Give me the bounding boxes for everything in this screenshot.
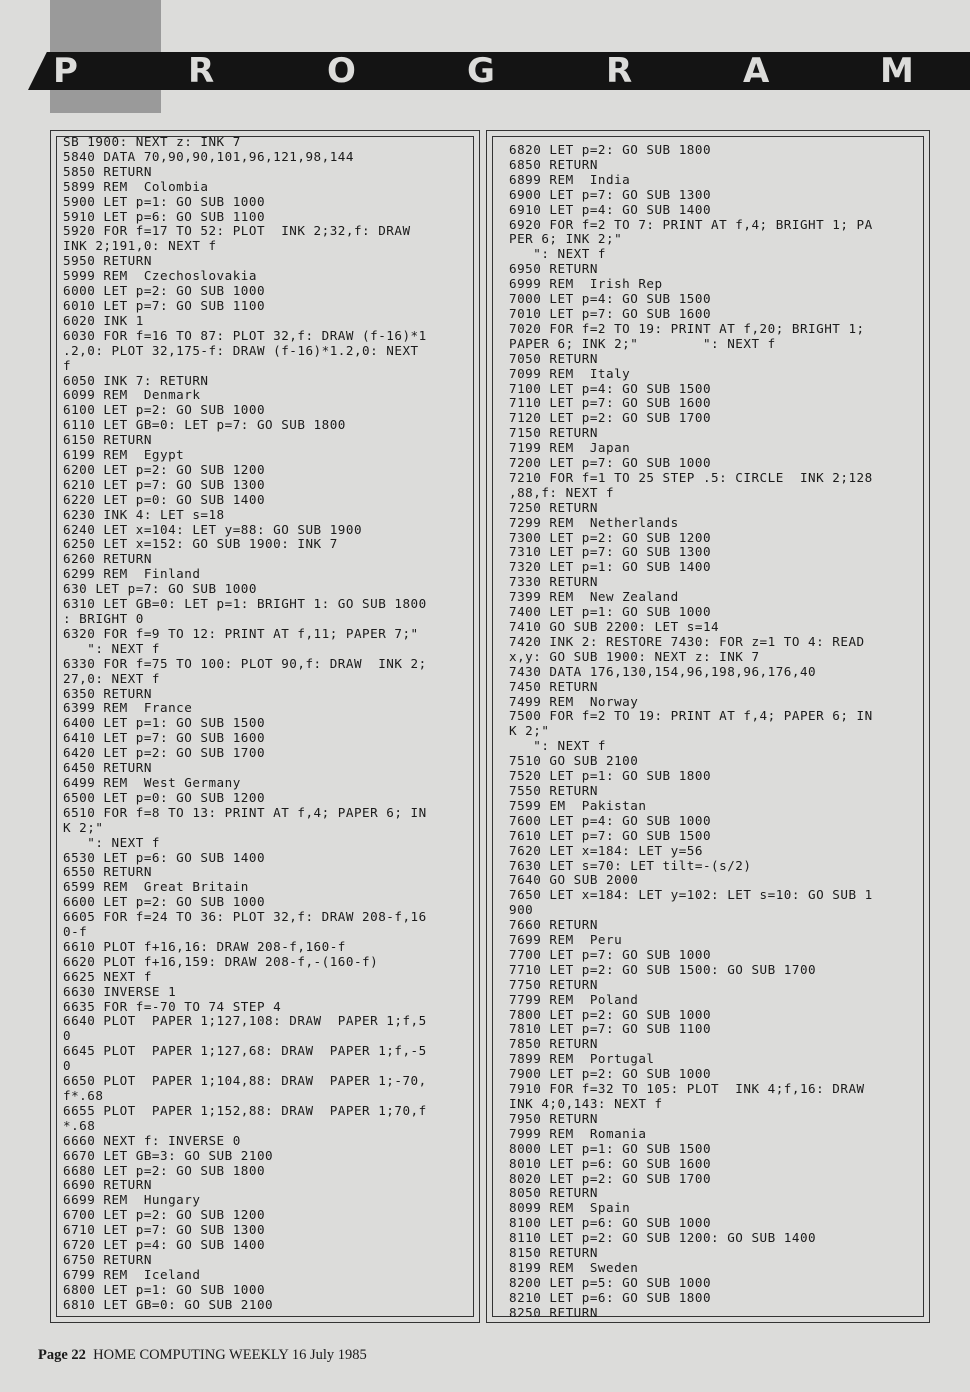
page-footer — [38, 1347, 367, 1364]
banner-letter-r2: R — [606, 51, 635, 91]
page-number: Page 22 — [38, 1347, 86, 1363]
banner-letter-p: P — [53, 51, 80, 91]
code-listing-right: 6820 LET p=2: GO SUB 1800 6850 RETURN 6899 REM India 6900 LET p=7: GO SUB 1300 6910 LET p=4: GO SUB 1400 6920 FOR f=2 TO 7: PRINT AT f,4; BRIGHT 1; PA PER 6; INK 2;" ": NEXT f 6950 RETURN 6999 REM Irish Rep 7000 LET p=4: GO SUB 1500 7010 LET p=7: GO SUB 1600 7020 FOR f=2 TO 19: PRINT AT f,20; BRIGHT 1; PAPER 6; INK 2;" ": NEXT f 7050 RETURN 7099 REM Italy 7100 LET p=4: GO SUB 1500 7110 LET p=7: GO SUB 1600 7120 LET p=2: GO SUB 1700 7150 RETURN 7199 REM Japan 7200 LET p=7: GO SUB 1000 7210 FOR f=1 TO 25 STEP .5: CIRCLE INK 2;128 ,88,f: NEXT f 7250 RETURN 7299 REM Netherlands 7300 LET p=2: GO SUB 1200 7310 LET p=7: GO SUB 1300 7320 LET p=1: GO SUB 1400 7330 RETURN 7399 REM New Zealand 7400 LET p=1: GO SUB 1000 7410 GO SUB 2200: LET s=14 7420 INK 2: RESTORE 7430: FOR z=1 TO 4: READ x,y: GO SUB 1900: NEXT z: INK 7 7430 DATA 176,130,154,96,198,96,176,40 7450 RETURN 7499 REM Norway 7500 FOR f=2 TO 19: PRINT AT f,4; PAPER 6; IN K 2;" ": NEXT f 7510 GO SUB 2100 7520 LET p=1: GO SUB 1800 7550 RETURN 7599 EM Pakistan 7600 LET p=4: GO SUB 1000 7610 LET p=7: GO SUB 1500 7620 LET x=184: LET y=56 7630 LET s=70: LET tilt=-(s/2) 7640 GO SUB 2000 7650 LET x=184: LET y=102: LET s=10: GO SUB 1 900 7660 RETURN 7699 REM Peru 7700 LET p=7: GO SUB 1000 7710 LET p=2: GO SUB 1500: GO SUB 1700 7750 RETURN 7799 REM Poland 7800 LET p=2: GO SUB 1000 7810 LET p=7: GO SUB 1100 7850 RETURN 7899 REM Portugal 7900 LET p=2: GO SUB 1000 7910 FOR f=32 TO 105: PLOT INK 4;f,16: DRAW INK 4;0,143: NEXT f 7950 RETURN 7999 REM Romania 8000 LET p=1: GO SUB 1500 8010 LET p=6: GO SUB 1600 8020 LET p=2: GO SUB 1700 8050 RETURN 8099 REM Spain 8100 LET p=6: GO SUB 1000 8110 LET p=2: GO SUB 1200: GO SUB 1400 8150 RETURN 8199 REM Sweden 8200 LET p=5: GO SUB 1000 8210 LET p=6: GO SUB 1800 8250 RETURN — [509, 142, 873, 1320]
code-listing-left: SB 1900: NEXT z: INK 7 5840 DATA 70,90,90,101,96,121,98,144 5850 RETURN 5899 REM Colombia 5900 LET p=1: GO SUB 1000 5910 LET p=6: GO SUB 1100 5920 FOR f=17 TO 52: PLOT INK 2;32,f: DRAW INK 2;191,0: NEXT f 5950 RETURN 5999 REM Czechoslovakia 6000 LET p=2: GO SUB 1000 6010 LET p=7: GO SUB 1100 6020 INK 1 6030 FOR f=16 TO 87: PLOT 32,f: DRAW (f-16)*1 .2,0: PLOT 32,175-f: DRAW (f-16)*1.2,0: NEXT f 6050 INK 7: RETURN 6099 REM Denmark 6100 LET p=2: GO SUB 1000 6110 LET GB=0: LET p=7: GO SUB 1800 6150 RETURN 6199 REM Egypt 6200 LET p=2: GO SUB 1200 6210 LET p=7: GO SUB 1300 6220 LET p=0: GO SUB 1400 6230 INK 4: LET s=18 6240 LET x=104: LET y=88: GO SUB 1900 6250 LET x=152: GO SUB 1900: INK 7 6260 RETURN 6299 REM Finland 630 LET p=7: GO SUB 1000 6310 LET GB=0: LET p=1: BRIGHT 1: GO SUB 1800 : BRIGHT 0 6320 FOR f=9 TO 12: PRINT AT f,11; PAPER 7;" ": NEXT f 6330 FOR f=75 TO 100: PLOT 90,f: DRAW INK 2; 27,0: NEXT f 6350 RETURN 6399 REM France 6400 LET p=1: GO SUB 1500 6410 LET p=7: GO SUB 1600 6420 LET p=2: GO SUB 1700 6450 RETURN 6499 REM West Germany 6500 LET p=0: GO SUB 1200 6510 FOR f=8 TO 13: PRINT AT f,4; PAPER 6; IN K 2;" ": NEXT f 6530 LET p=6: GO SUB 1400 6550 RETURN 6599 REM Great Britain 6600 LET p=2: GO SUB 1000 6605 FOR f=24 TO 36: PLOT 32,f: DRAW 208-f,16 0-f 6610 PLOT f+16,16: DRAW 208-f,160-f 6620 PLOT f+16,159: DRAW 208-f,-(160-f) 6625 NEXT f 6630 INVERSE 1 6635 FOR f=-70 TO 74 STEP 4 6640 PLOT PAPER 1;127,108: DRAW PAPER 1;f,5 0 6645 PLOT PAPER 1;127,68: DRAW PAPER 1;f,-5 0 6650 PLOT PAPER 1;104,88: DRAW PAPER 1;-70, f*.68 6655 PLOT PAPER 1;152,88: DRAW PAPER 1;70,f *.68 6660 NEXT f: INVERSE 0 6670 LET GB=3: GO SUB 2100 6680 LET p=2: GO SUB 1800 6690 RETURN 6699 REM Hungary 6700 LET p=2: GO SUB 1200 6710 LET p=7: GO SUB 1300 6720 LET p=4: GO SUB 1400 6750 RETURN 6799 REM Iceland 6800 LET p=1: GO SUB 1000 6810 LET GB=0: GO SUB 2100 — [63, 134, 427, 1312]
publication-line: HOME COMPUTING WEEKLY 16 July 1985 — [93, 1347, 367, 1363]
banner-letter-r: R — [188, 51, 217, 91]
banner-letter-m: M — [880, 51, 916, 91]
banner-letter-g: G — [467, 51, 497, 91]
banner-letter-o: O — [327, 51, 358, 91]
program-banner — [28, 52, 970, 90]
banner-letter-a: A — [743, 51, 772, 91]
